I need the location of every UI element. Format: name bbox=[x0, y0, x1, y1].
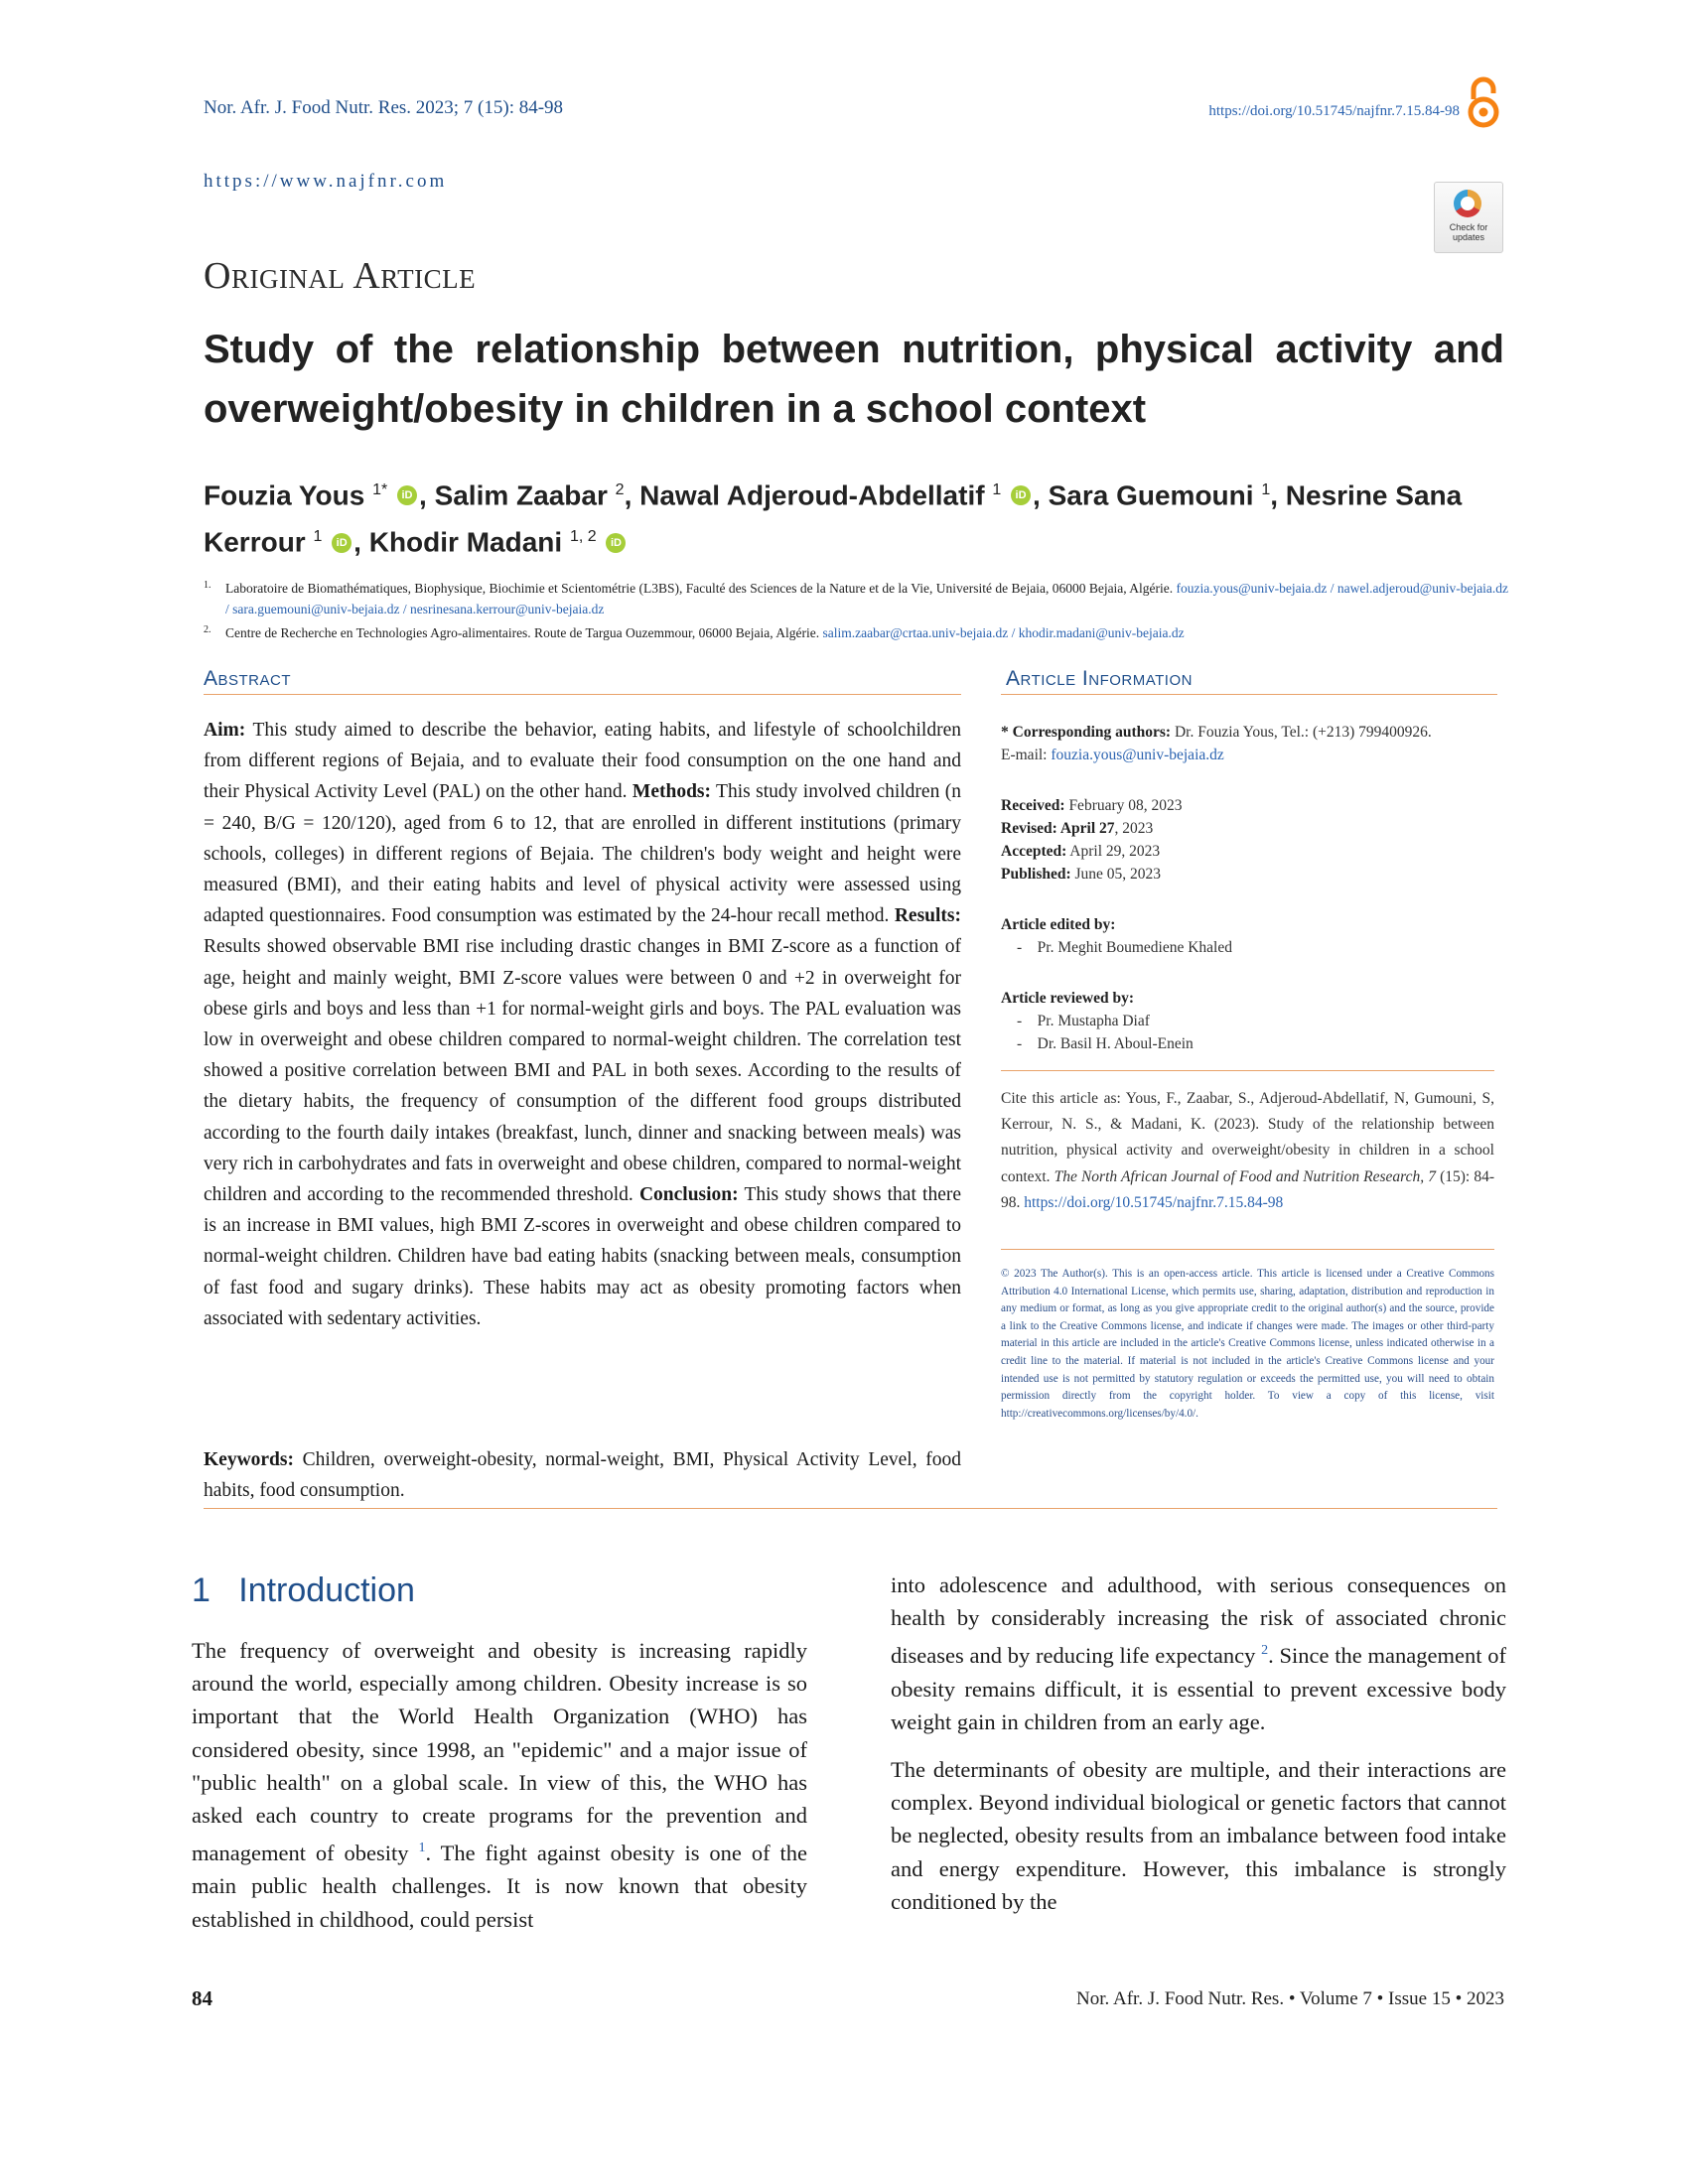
author-affiliation-mark: 1* bbox=[372, 481, 388, 498]
orcid-icon[interactable]: iD bbox=[1011, 485, 1031, 505]
affiliation-number: 2. bbox=[204, 624, 211, 635]
author-name: Nesrine Sana Kerrour bbox=[204, 479, 1463, 558]
author-list: Fouzia Yous $^{1*}$ iD , Salim Zaabar $^2$, Nawal Adjeroud-Abdellatif $^1$ iD , Sara Guemouni $^1$, Nesrine Sana Kerrour $^1$ iD , Khodir Madani $^{1, 2}$ iD bbox=[204, 479, 1463, 558]
author-name: Sara Guemouni bbox=[1048, 479, 1254, 511]
affiliation-number: 1. bbox=[204, 580, 211, 591]
abstract-text bbox=[204, 715, 961, 1334]
author-affiliation-mark: 1 bbox=[992, 481, 1002, 498]
divider bbox=[204, 1508, 1497, 1509]
crossmark-badge[interactable] bbox=[1434, 182, 1503, 253]
affiliation-item bbox=[204, 578, 1514, 619]
conclusion-text: This study shows that there is an increase in BMI values, high BMI Z-scores in overweight and obese children compared to normal-weight children. Children have bad eating habits (snacking between meals, consumption of fast food and sugary drinks). These habits may act as obesity promoting factors when associated with sedentary activities. bbox=[204, 1184, 962, 1329]
email-link[interactable]: fouzia.yous@univ-bejaia.dz bbox=[1051, 747, 1224, 763]
reviewer-item: - Dr. Basil H. Aboul-Enein bbox=[1017, 1035, 1194, 1052]
reviewed-label: Article reviewed by: bbox=[1001, 990, 1134, 1007]
orcid-icon[interactable]: iD bbox=[332, 533, 352, 553]
author-affiliation-mark: 1, 2 bbox=[569, 528, 597, 546]
crossmark-icon bbox=[1454, 190, 1481, 217]
citation-doi-link[interactable]: https://doi.org/10.51745/najfnr.7.15.84-98 bbox=[1024, 1193, 1284, 1211]
edited-label: Article edited by: bbox=[1001, 916, 1116, 933]
doi-link[interactable]: https://doi.org/10.51745/najfnr.7.15.84-98 bbox=[1208, 103, 1460, 119]
introduction-left-column bbox=[192, 1634, 807, 1936]
open-access-icon bbox=[1467, 75, 1500, 129]
corresponding-author bbox=[1001, 721, 1497, 744]
editor-item: - Pr. Meghit Boumediene Khaled bbox=[1017, 939, 1232, 956]
divider bbox=[204, 694, 961, 695]
abstract-heading: Abstract bbox=[204, 667, 292, 690]
affiliation-text: Laboratoire de Biomathématiques, Biophysique, Biochimie et Scientométrie (L3BS), Faculté des Sciences de la Nature et de la Vie, Université de Bejaia, 06000 Bejaia, Algérie. bbox=[225, 581, 1177, 596]
page-number: 84 bbox=[192, 1986, 212, 2010]
conclusion-label: Conclusion: bbox=[638, 1184, 739, 1206]
journal-reference: Nor. Afr. J. Food Nutr. Res. 2023; 7 (15): 84-98 bbox=[204, 97, 564, 118]
intro-text: into adolescence and adulthood, with serious consequences on health by considerably increasing the risk of associated chronic diseases and by reducing life expectancy bbox=[891, 1572, 1506, 1669]
divider bbox=[1001, 694, 1497, 695]
license-text: © 2023 The Author(s). This is an open-access article. This article is licensed under a Creative Commons Attribution 4.0 International License, which permits use, sharing, adaptation, distribution and reproduction in any medium or format, as long as you give appropriate credit to the original author(s) and the source, provide a link to the Creative Commons license, and indicate if changes were made. The images or other third-party material in this article are included in the article's Creative Commons license, unless indicated otherwise in a credit line to the material. If material is not included in the article's Creative Commons license and your intended use is not permitted by statutory regulation or exceeds the permitted use, you will need to obtain permission directly from the copyright holder. To view a copy of this license, visit http://creativecommons.org/licenses/by/4.0/. bbox=[1001, 1268, 1494, 1420]
methods-label: Methods: bbox=[632, 781, 711, 803]
crossmark-label: Check for updates bbox=[1449, 222, 1488, 242]
affiliation-emails[interactable]: fouzia.yous@univ-bejaia.dz / nawel.adjeroud@univ-bejaia.dz / sara.guemouni@univ-bejaia.dz / nesrinesana.kerrour@univ-bejaia.dz bbox=[225, 581, 1509, 616]
article-type: Original Article bbox=[204, 255, 477, 297]
published-value: June 05, 2023 bbox=[1070, 866, 1162, 883]
article-info-heading: Article Information bbox=[1006, 667, 1193, 690]
reference-link[interactable]: 2 bbox=[1261, 1643, 1269, 1659]
methods-text: This study involved children (n = 240, B/G = 120/120), aged from 6 to 12, that are enrolled in different institutions (primary schools, colleges) in different regions of Bejaia. The children's body weight and height were measured (BMI), and their eating habits and level of physical activity were assessed using adapted questionnaires. Food consumption was estimated by the 24-hour recall method. bbox=[204, 781, 961, 927]
citation bbox=[1001, 1086, 1494, 1216]
corresponding-email bbox=[1001, 744, 1497, 766]
published-label: Published: bbox=[1001, 866, 1071, 883]
aim-label: Aim: bbox=[204, 720, 246, 741]
author-name: Nawal Adjeroud-Abdellatif bbox=[639, 479, 985, 511]
accepted-value: April 29, 2023 bbox=[1066, 843, 1161, 860]
affiliation-item bbox=[204, 622, 1514, 643]
citation-journal: The North African Journal of Food and Nutrition Research, 7 bbox=[1054, 1167, 1436, 1185]
affiliation-emails[interactable]: salim.zaabar@crtaa.univ-bejaia.dz / khodir.madani@univ-bejaia.dz bbox=[822, 625, 1185, 640]
keywords-label: Keywords: bbox=[204, 1449, 294, 1470]
divider bbox=[1001, 1070, 1494, 1071]
published-date bbox=[1001, 863, 1497, 886]
author-affiliation-mark: 2 bbox=[615, 481, 625, 498]
footer-reference: Nor. Afr. J. Food Nutr. Res. • Volume 7 • Issue 15 • 2023 bbox=[1076, 1988, 1504, 2009]
intro-paragraph: The frequency of overweight and obesity is increasing rapidly around the world, especially among children. Obesity increase is so important that the World Health Organization (WHO) has considered obesity, since 1998, an "epidemic" and a major issue of "public health" on a global scale. In view of this, the WHO has asked each country to create programs for the prevention and management of obesity bbox=[192, 1638, 807, 1866]
received-date bbox=[1001, 794, 1497, 817]
orcid-icon[interactable]: iD bbox=[606, 533, 626, 553]
received-value: February 08, 2023 bbox=[1064, 797, 1183, 814]
keywords bbox=[204, 1444, 961, 1506]
intro-paragraph: . The fight against obesity is one of the main public health challenges. It is now known that obesity established in childhood, could persist bbox=[192, 1841, 807, 1932]
introduction-right-column bbox=[891, 1569, 1506, 1933]
reviewer-item: - Pr. Mustapha Diaf bbox=[1017, 1013, 1150, 1029]
edited-by-label bbox=[1001, 913, 1497, 936]
keywords-text: Children, overweight-obesity, normal-weight, BMI, Physical Activity Level, food habits, food consumption. bbox=[204, 1449, 961, 1502]
citation-volume: (15): 84-98. bbox=[1001, 1167, 1494, 1211]
affiliation-text: Centre de Recherche en Technologies Agro-alimentaires. Route de Targua Ouzemmour, 06000 Bejaia, Algérie. bbox=[225, 625, 823, 640]
site-url[interactable]: https://www.najfnr.com bbox=[204, 171, 448, 192]
orcid-icon[interactable]: iD bbox=[397, 485, 417, 505]
received-label: Received: bbox=[1001, 797, 1065, 814]
affiliations bbox=[204, 578, 1514, 643]
corresponding-text: Dr. Fouzia Yous, Tel.: (+213) 799400926. bbox=[1171, 724, 1432, 741]
accepted-date bbox=[1001, 840, 1497, 863]
introduction-heading: 1 Introduction bbox=[192, 1571, 415, 1609]
corresponding-label: * Corresponding authors: bbox=[1001, 724, 1172, 741]
reviewed-by-label bbox=[1001, 987, 1497, 1010]
article-title: Study of the relationship between nutrition, physical activity and overweight/obesity in children in a school context bbox=[204, 328, 1504, 431]
results-label: Results: bbox=[894, 905, 961, 927]
accepted-label: Accepted: bbox=[1001, 843, 1067, 860]
email-label: E-mail: bbox=[1001, 747, 1052, 763]
citation-text: Cite this article as: Yous, F., Zaabar, S., Adjeroud-Abdellatif, N, Gumouni, S, Kerrour, N. S., & Madani, K. (2023). Study of the relationship between nutrition, physical activity and overweight/obesity in children in a school context. bbox=[1001, 1090, 1494, 1185]
reference-link[interactable]: 1 bbox=[418, 1841, 426, 1856]
revised-date bbox=[1001, 817, 1497, 840]
article-info bbox=[1001, 721, 1497, 1055]
aim-text: This study aimed to describe the behavior, eating habits, and lifestyle of schoolchildren from different regions of Bejaia, and to evaluate their food consumption on the one hand and their Physical Activity Level (PAL) on the other hand. bbox=[204, 720, 961, 803]
author-affiliation-mark: 1 bbox=[1261, 481, 1271, 498]
divider bbox=[1001, 1249, 1494, 1250]
author-name: Khodir Madani bbox=[368, 526, 563, 558]
intro-paragraph bbox=[891, 1569, 1506, 1738]
results-text: Results showed observable BMI rise including drastic changes in BMI Z-score as a function of age, height and mainly weight, BMI Z-score values were between 0 and +2 in overweight for obese girls and boys and less than +1 for normal-weight girls and boys. The PAL evaluation was low in overweight and obese children compared to normal-weight children. The correlation test showed a positive correlation between BMI and PAL in both sexes. According to the results of the dietary habits, the frequency of consumption of the different food groups distributed according to the fourth daily intakes (breakfast, lunch, dinner and snacking between meals) was very rich in carbohydrates and fats in overweight and obese children, compared to normal-weight children and according to the recommended threshold. bbox=[204, 936, 961, 1206]
revised-value: , 2023 bbox=[1114, 820, 1154, 837]
revised-label: Revised: April 27 bbox=[1001, 820, 1115, 837]
intro-paragraph: The determinants of obesity are multiple, and their interactions are complex. Beyond individual biological or genetic factors that cannot be neglected, obesity results from an imbalance between food intake and energy expenditure. However, this imbalance is strongly conditioned by the bbox=[891, 1757, 1506, 1914]
intro-text: . Since the management of obesity remains difficult, it is essential to prevent excessive body weight gain in children from an early age. bbox=[891, 1643, 1506, 1734]
author-affiliation-mark: 1 bbox=[313, 528, 323, 546]
author-name: Fouzia Yous bbox=[204, 479, 365, 511]
author-name: Salim Zaabar bbox=[434, 479, 608, 511]
